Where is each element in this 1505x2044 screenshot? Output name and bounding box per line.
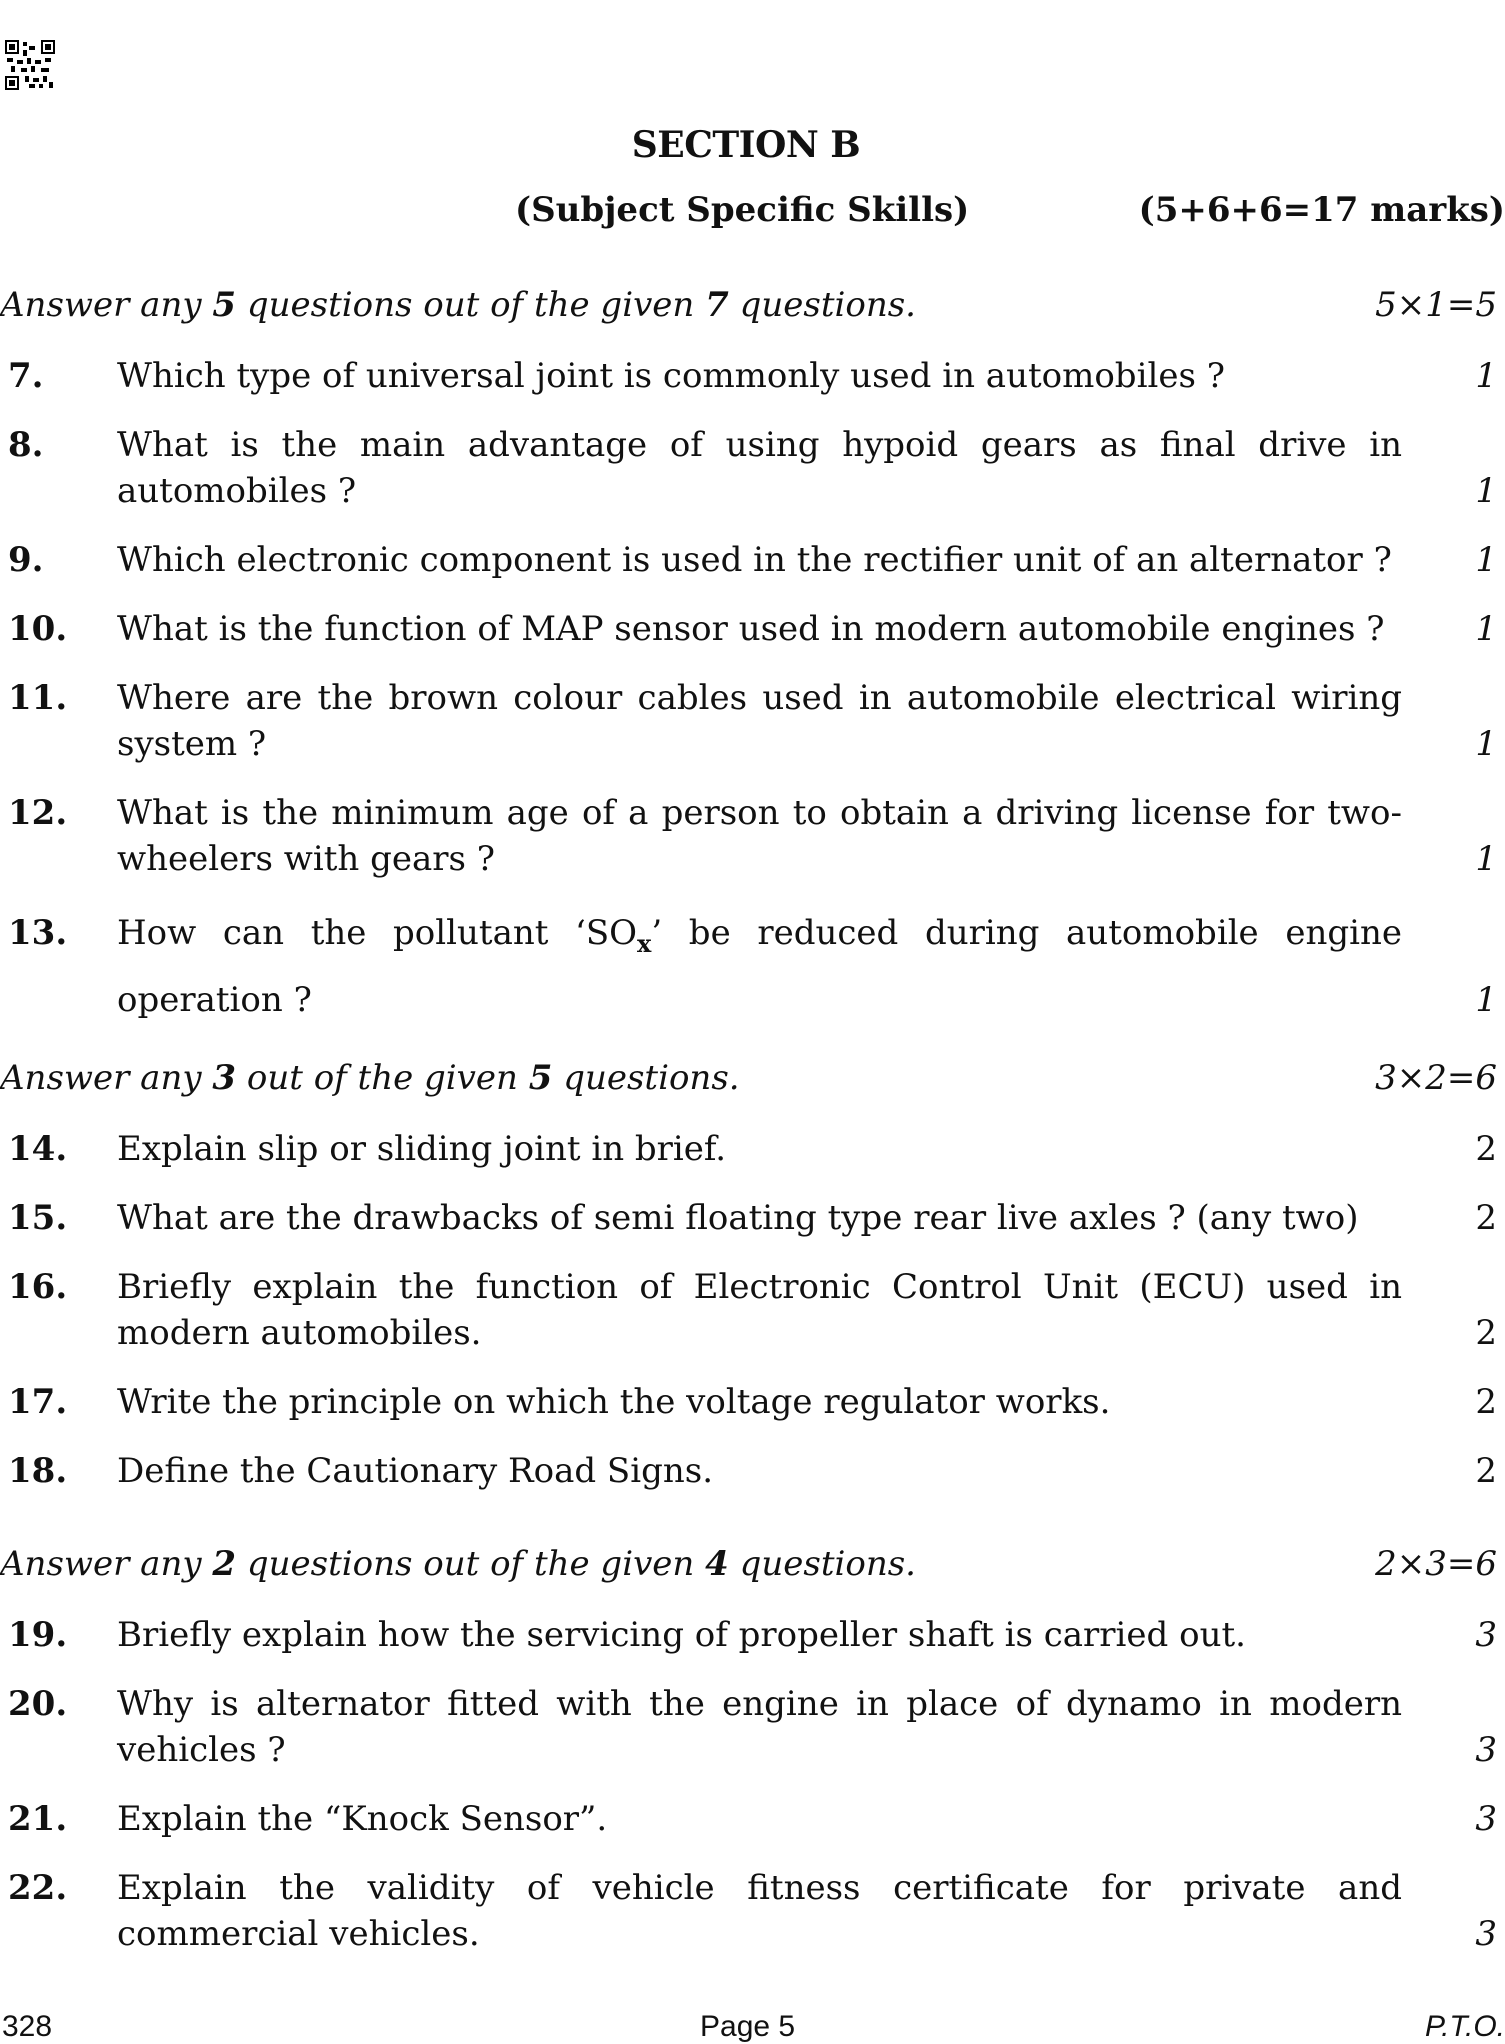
question-mark: 1 (1475, 839, 1497, 879)
question-mark: 1 (1475, 540, 1497, 580)
question-12: 12. What is the minimum age of a person to obtain a driving license for two-wheelers with gears ? 1 (0, 790, 1497, 882)
question-mark: 2 (1475, 1451, 1497, 1491)
question-mark: 3 (1475, 1730, 1497, 1770)
section-total-marks: (5+6+6=17 marks) (1138, 190, 1505, 230)
question-21: 21. Explain the “Knock Sensor”. 3 (0, 1796, 1497, 1842)
question-16: 16. Briefly explain the function of Electronic Control Unit (ECU) used in modern automobiles. 2 (0, 1264, 1497, 1356)
question-mark: 1 (1475, 609, 1497, 649)
question-mark: 2 (1475, 1382, 1497, 1422)
question-22: 22. Explain the validity of vehicle fitness certificate for private and commercial vehicles. 3 (0, 1865, 1497, 1957)
question-9: 9. Which electronic component is used in the rectifier unit of an alternator ? 1 (0, 537, 1497, 583)
group-marks: 3×2=6 (1375, 1058, 1497, 1098)
question-15: 15. What are the drawbacks of semi floating type rear live axles ? (any two) 2 (0, 1195, 1497, 1241)
question-7: 7. Which type of universal joint is commonly used in automobiles ? 1 (0, 353, 1497, 399)
page-number: Page 5 (700, 2010, 796, 2043)
question-mark: 1 (1475, 356, 1497, 396)
group-marks: 5×1=5 (1375, 285, 1497, 325)
question-mark: 1 (1475, 724, 1497, 764)
section-title: SECTION B (631, 124, 861, 166)
instruction-group-1: Answer any 5 questions out of the given 7 questions. 5×1=5 (0, 285, 1497, 325)
question-11: 11. Where are the brown colour cables used in automobile electrical wiring system ? 1 (0, 675, 1497, 767)
paper-code: 328 (2, 2010, 53, 2043)
instruction-group-3: Answer any 2 questions out of the given 4 questions. 2×3=6 (0, 1544, 1497, 1584)
question-mark: 1 (1475, 979, 1497, 1020)
question-8: 8. What is the main advantage of using hypoid gears as final drive in automobiles ? 1 (0, 422, 1497, 514)
qr-code-icon (5, 40, 55, 90)
question-mark: 3 (1475, 1914, 1497, 1954)
section-subtitle: (Subject Specific Skills) (515, 190, 970, 230)
question-10: 10. What is the function of MAP sensor used in modern automobile engines ? 1 (0, 606, 1497, 652)
question-13: 13. How can the pollutant ‘$SO_x$’ be reduced during automobile engine operation ? 1 (0, 905, 1497, 1029)
question-mark: 2 (1475, 1198, 1497, 1238)
question-14: 14. Explain slip or sliding joint in brief. 2 (0, 1126, 1497, 1172)
question-19: 19. Briefly explain how the servicing of propeller shaft is carried out. 3 (0, 1612, 1497, 1658)
question-mark: 2 (1475, 1129, 1497, 1169)
question-mark: 1 (1475, 471, 1497, 511)
question-20: 20. Why is alternator fitted with the engine in place of dynamo in modern vehicles ? 3 (0, 1681, 1497, 1773)
pto-label: P.T.O. (1424, 2010, 1505, 2043)
question-mark: 3 (1475, 1799, 1497, 1839)
question-17: 17. Write the principle on which the voltage regulator works. 2 (0, 1379, 1497, 1425)
instruction-group-2: Answer any 3 out of the given 5 questions. 3×2=6 (0, 1058, 1497, 1098)
group-marks: 2×3=6 (1375, 1544, 1497, 1584)
question-18: 18. Define the Cautionary Road Signs. 2 (0, 1448, 1497, 1494)
question-mark: 2 (1475, 1313, 1497, 1353)
question-mark: 3 (1475, 1615, 1497, 1655)
